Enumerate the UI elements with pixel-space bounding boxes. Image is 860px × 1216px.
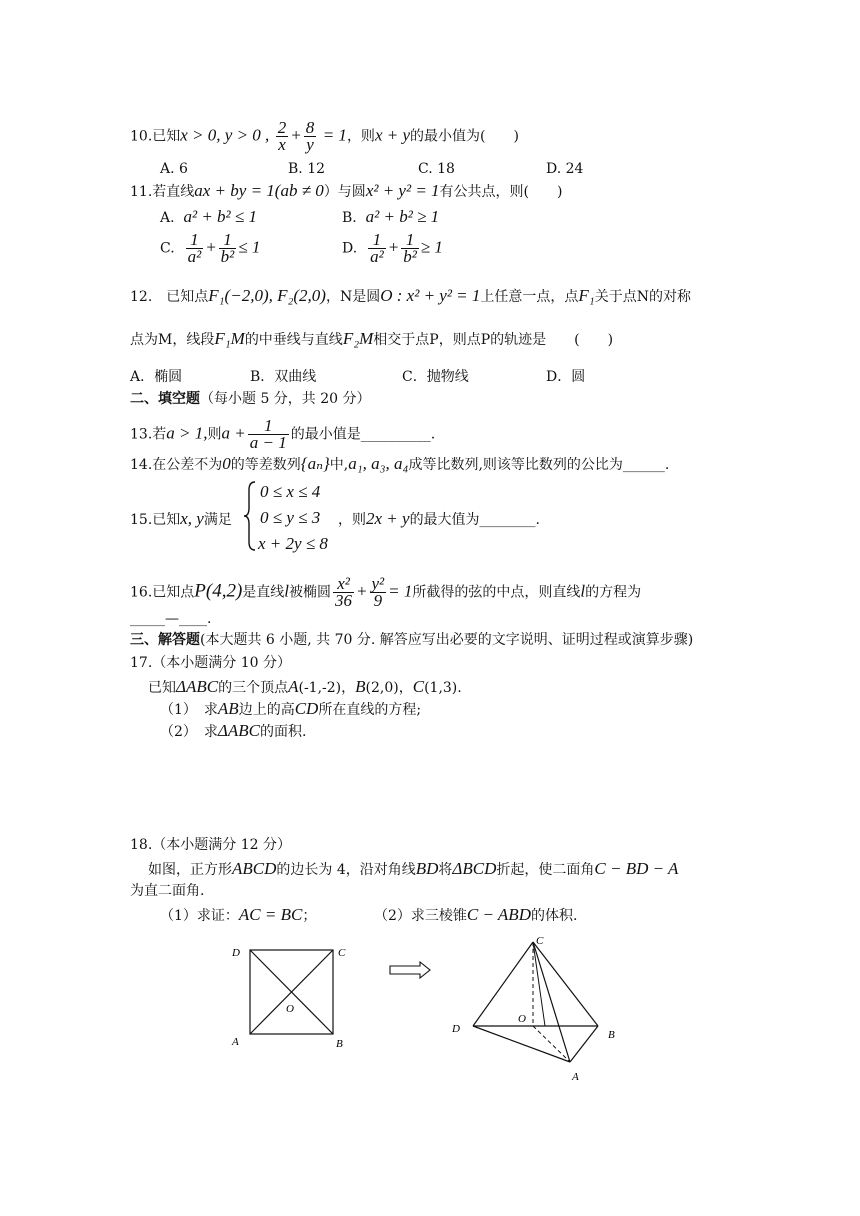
q15-tail: ，则2x + y的最大值为________. xyxy=(338,509,541,528)
q15-cond2: 0 ≤ y ≤ 3 xyxy=(260,508,321,527)
q18-stem2: 为直二面角. xyxy=(130,883,205,899)
q18-stem1: 如图，正方形ABCD的边长为 4，沿对角线BD将ΔBCD折起，使二面角C − BD − A xyxy=(148,859,679,878)
q12-option-c: C．抛物线 xyxy=(402,369,469,385)
q18-part1: （1）求证：AC = BC； xyxy=(160,905,317,924)
label-b-square: B xyxy=(336,1038,343,1050)
q11-stem: 11.若直线ax + by = 1(ab ≠ 0）与圆x² + y² = 1有公共点，则( ) xyxy=(130,181,563,200)
square-diagram xyxy=(231,947,346,1050)
label-o-pyramid: O xyxy=(518,1013,526,1025)
label-c-square: C xyxy=(338,947,346,959)
q18-figure xyxy=(220,928,640,1088)
section-solutions: 三、解答题(本大题共 6 小题, 共 70 分. 解答应写出必要的文字说明、证明过程或演算步骤) xyxy=(130,632,694,648)
label-c-pyramid: C xyxy=(536,935,544,947)
q15-cond1: 0 ≤ x ≤ 4 xyxy=(260,482,321,501)
q10-frac2: $\frac{8}{y}$ xyxy=(305,118,315,154)
q10-option-b: B. 12 xyxy=(288,161,326,177)
q10-option-c: C. 18 xyxy=(418,161,455,177)
q11-option-c: C. $\frac{1}{\text{a²}}$ + $\frac{1}{\text{b²}}$ ≤ 1 xyxy=(160,230,261,266)
q12-option-d: D．圆 xyxy=(546,369,586,385)
q12-line1: 12. 已知点F₁(−2,0), F₂(2,0)，N是圆O : x² + y² = 1上任意一点，点F₁关于点N的对称 xyxy=(130,286,691,305)
q18-head: 18.（本小题满分 12 分） xyxy=(130,837,291,853)
q13: 13.若a > 1,则a + $\frac{1}{a - 1}$ 的最小值是__________. xyxy=(130,416,436,452)
q15-stem: 15.已知x, y满足 xyxy=(130,509,232,528)
label-b-pyramid: B xyxy=(608,1029,615,1041)
label-a-pyramid: A xyxy=(572,1071,579,1083)
q10-cond: x > 0, y > 0 , xyxy=(180,125,270,145)
label-o-square: O xyxy=(286,1003,294,1015)
q14: 14.在公差不为0的等差数列{aₙ}中,a₁, a₃, a₄成等比数列,则该等比数列的公比为______. xyxy=(130,454,670,473)
q10-stem: 10.已知x > 0, y > 0 , $\frac{2}{x}$ + $\frac{8}{y}$ = 1，则x + y的最小值为( ) xyxy=(130,118,519,154)
q10-option-d: D. 24 xyxy=(546,161,584,177)
label-d-square: D xyxy=(232,947,240,959)
pyramid-diagram xyxy=(451,935,615,1083)
q17-head: 17.（本小题满分 10 分） xyxy=(130,655,291,671)
q16-blank: _____—____. xyxy=(130,611,212,627)
q17-stem: 已知ΔABC的三个顶点A(-1,-2)，B(2,0)，C(1,3). xyxy=(148,677,462,696)
q12-option-a: A．椭圆 xyxy=(130,369,183,385)
q17-part1: （1） 求AB边上的高CD所在直线的方程; xyxy=(160,699,422,718)
section-fill-in: 二、填空题（每小题 5 分，共 20 分） xyxy=(130,391,371,407)
brace-icon xyxy=(243,480,257,552)
q10-prefix: 10.已知 xyxy=(130,128,181,145)
q11-option-a: A. a² + b² ≤ 1 xyxy=(160,207,257,226)
q11-option-d: D. $\frac{1}{\text{a²}}$ + $\frac{1}{\text{b²}}$ ≥ 1 xyxy=(342,230,443,266)
label-d-pyramid: D xyxy=(452,1023,460,1035)
q12-line2: 点为M，线段F₁M的中垂线与直线F₂M相交于点P，则点P的轨迹是 ( ) xyxy=(130,329,614,348)
label-a-square: A xyxy=(232,1036,239,1048)
arrow-right-icon xyxy=(390,962,430,978)
q11-option-b: B. a² + b² ≥ 1 xyxy=(342,207,440,226)
q15-cond3: x + 2y ≤ 8 xyxy=(258,534,328,553)
q17-part2: （2） 求ΔABC的面积. xyxy=(160,721,307,740)
q18-part2: （2）求三棱锥C − ABD的体积. xyxy=(374,905,578,924)
q10-option-a: A. 6 xyxy=(160,161,188,177)
q12-option-b: B．双曲线 xyxy=(250,369,317,385)
q16-line1: 16.已知点P(4,2)是直线l被椭圆 $\frac{\text{x²}}{36}$ + $\frac{\text{y²}}{9}$ = 1所截得的弦的中点，则直线l的方程为 xyxy=(130,574,642,610)
q10-frac1: $\frac{2}{x}$ xyxy=(277,118,287,154)
